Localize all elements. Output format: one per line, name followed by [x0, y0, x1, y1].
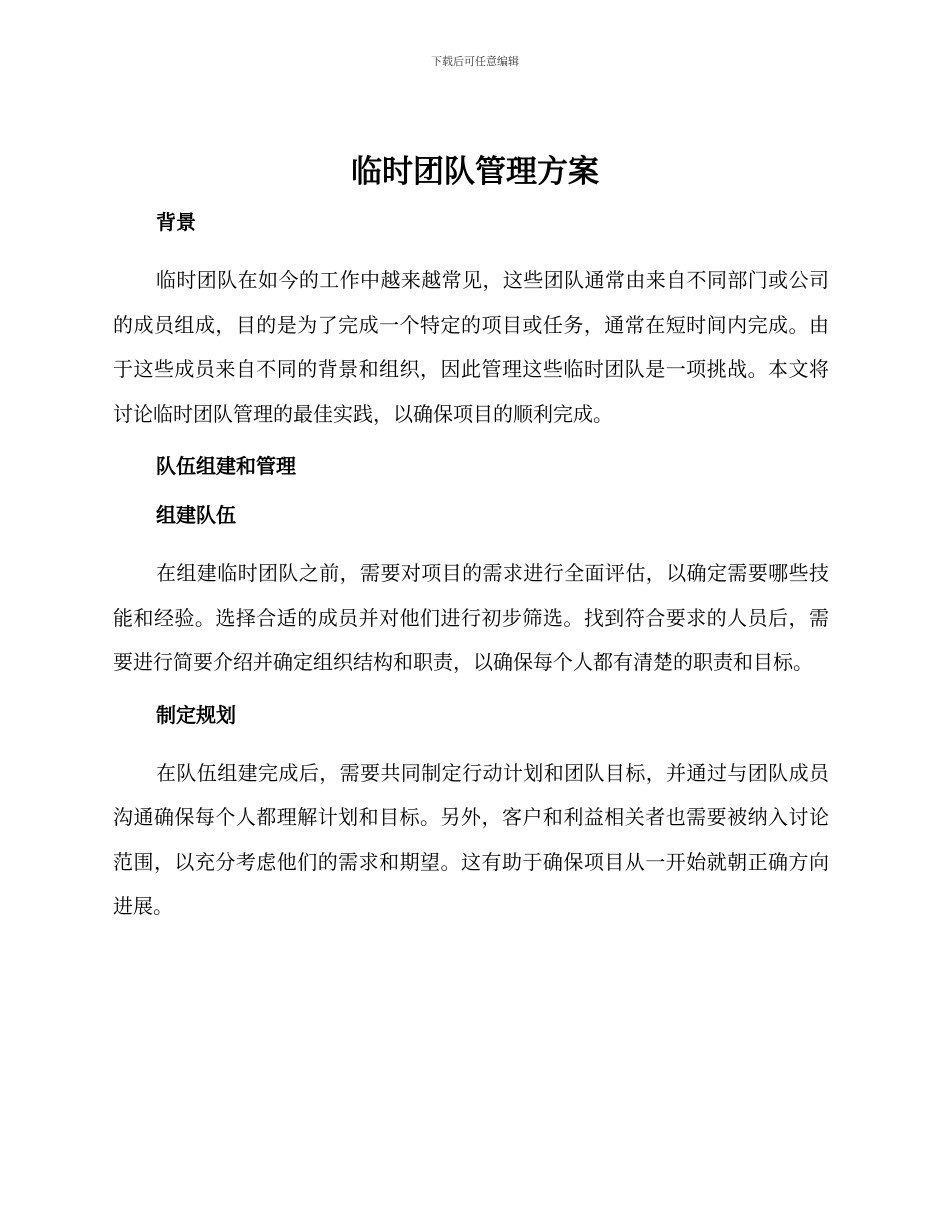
- paragraph-build-team: 在组建临时团队之前，需要对项目的需求进行全面评估，以确定需要哪些技能和经验。选择合适的成员并对他们进行初步筛选。找到符合要求的人员后，需要进行简要介绍并确定组织结构和职责，以确保每个人都有清楚的职责和目标。: [113, 561, 829, 674]
- document-body: [113, 204, 829, 929]
- section-heading-plan: 制定规划: [156, 702, 236, 727]
- paragraph-background: 临时团队在如今的工作中越来越常见，这些团队通常由来自不同部门或公司的成员组成，目的是为了完成一个特定的项目或任务，通常在短时间内完成。由于这些成员来自不同的背景和组织，因此管理这些临时团队是一项挑战。本文将讨论临时团队管理的最佳实践，以确保项目的顺利完成。: [113, 268, 829, 426]
- section-heading-build-team: 组建队伍: [156, 503, 236, 527]
- page-header-note: 下载后可任意编辑: [431, 55, 519, 68]
- paragraph-plan: 在队伍组建完成后，需要共同制定行动计划和团队目标，并通过与团队成员沟通确保每个人都理解计划和目标。另外，客户和利益相关者也需要被纳入讨论范围，以充分考虑他们的需求和期望。这有助于确保项目从一开始就朝正确方向进展。: [113, 760, 829, 918]
- document-title: 临时团队管理方案: [351, 154, 599, 190]
- section-heading-team: 队伍组建和管理: [156, 454, 296, 478]
- section-heading-background: 背景: [156, 210, 196, 234]
